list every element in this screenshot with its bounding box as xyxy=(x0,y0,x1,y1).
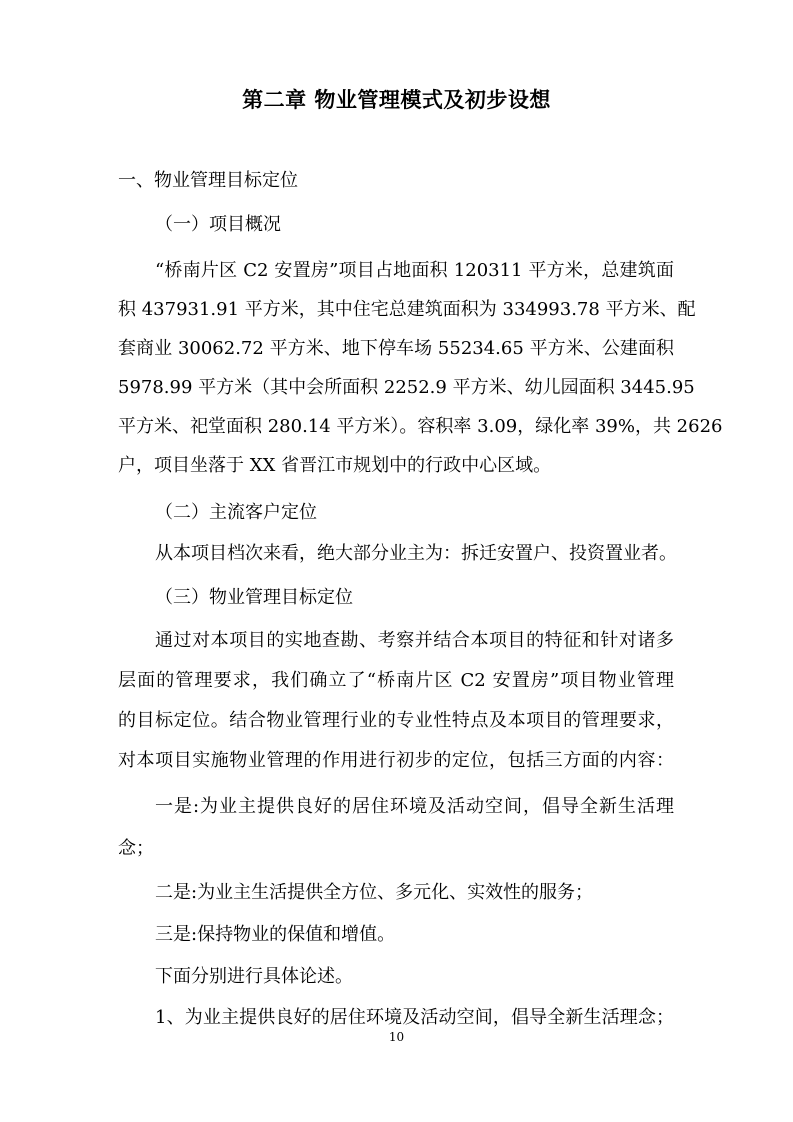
subsection-heading-project-overview: （一）项目概况 xyxy=(155,214,281,235)
management-positioning-line-1: 通过对本项目的实地查勘、考察并结合本项目的特征和针对诸多 xyxy=(155,630,674,651)
customer-positioning-text: 从本项目档次来看，绝大部分业主为：拆迁安置户、投资置业者。 xyxy=(155,543,677,564)
point-1-text: 1、为业主提供良好的居住环境及活动空间，倡导全新生活理念； xyxy=(155,1007,674,1028)
subsection-heading-customer-positioning: （二）主流客户定位 xyxy=(155,502,317,523)
project-overview-line-4: 5978.99 平方米（其中会所面积 2252.9 平方米、幼儿园面积 3445.95 xyxy=(118,377,695,398)
project-overview-line-2: 积 437931.91 平方米，其中住宅总建筑面积为 334993.78 平方米、配 xyxy=(118,299,696,320)
goal-1-line-2: 念； xyxy=(118,838,154,859)
section-heading-management-target: 一、物业管理目标定位 xyxy=(118,170,298,191)
goal-1-line-1: 一是:为业主提供良好的居住环境及活动空间，倡导全新生活理 xyxy=(155,796,674,817)
management-positioning-line-3: 的目标定位。结合物业管理行业的专业性特点及本项目的管理要求， xyxy=(118,710,674,731)
subsection-heading-management-positioning: （三）物业管理目标定位 xyxy=(155,587,353,608)
project-overview-line-3: 套商业 30062.72 平方米、地下停车场 55234.65 平方米、公建面积 xyxy=(118,338,674,359)
project-overview-line-5: 平方米、祀堂面积 280.14 平方米）。容积率 3.09，绿化率 39%，共 2626 xyxy=(118,416,723,437)
goal-3-text: 三是:保持物业的保值和增值。 xyxy=(155,924,396,945)
goal-2-text: 二是:为业主生活提供全方位、多元化、实效性的服务； xyxy=(155,882,594,903)
project-overview-line-6: 户，项目坐落于 XX 省晋江市规划中的行政中心区域。 xyxy=(118,455,552,476)
project-overview-line-1: “桥南片区 C2 安置房”项目占地面积 120311 平方米，总建筑面 xyxy=(155,260,674,281)
chapter-title: 第二章 物业管理模式及初步设想 xyxy=(242,87,551,112)
management-positioning-line-4: 对本项目实施物业管理的作用进行初步的定位，包括三方面的内容： xyxy=(118,750,674,771)
management-positioning-line-2: 层面的管理要求，我们确立了“桥南片区 C2 安置房”项目物业管理 xyxy=(118,670,674,691)
page-number: 10 xyxy=(388,1030,405,1044)
discussion-intro-text: 下面分别进行具体论述。 xyxy=(155,966,353,987)
